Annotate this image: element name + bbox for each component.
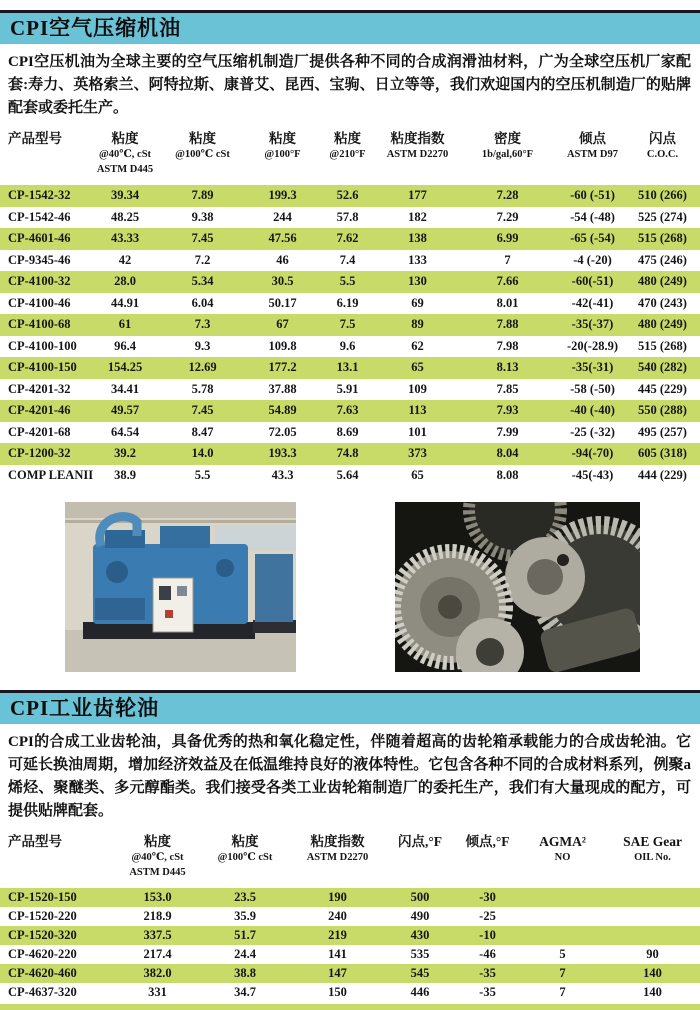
section1-title: CPI空气压缩机油 <box>10 16 182 40</box>
column-title: 粘度 <box>334 131 361 146</box>
cell-density: 7.29 <box>496 209 519 224</box>
table-row <box>0 228 700 250</box>
cell-viscosity-210f: 9.6 <box>339 338 356 353</box>
cell-viscosity-100c: 6.04 <box>191 295 214 310</box>
cell-flash-point: 525 (274) <box>638 209 687 224</box>
cell-pour-point: -20(-28.9) <box>566 338 619 353</box>
column-title: 倾点 <box>579 131 606 146</box>
table-row <box>0 422 700 444</box>
cell-pour-point: -46 <box>479 947 496 961</box>
cell-pour-point: -60(-51) <box>571 274 614 289</box>
column-subtitle: @40℃, cSt <box>98 149 152 160</box>
cell-flash-point: 510 (266) <box>638 188 687 203</box>
column-subtitle: @100°F <box>264 149 301 160</box>
compressor-oil-table-body <box>0 185 700 486</box>
cell-viscosity-100f: 199.3 <box>268 188 297 203</box>
table-row <box>0 271 700 293</box>
cell-pour-point: -35 <box>479 985 496 999</box>
cell-flash-point: 495 (257) <box>638 424 687 439</box>
cell-pour-point: -10 <box>479 928 496 942</box>
cell-viscosity-100c: 5.78 <box>191 381 214 396</box>
cell-viscosity-index: 182 <box>408 209 427 224</box>
column-header <box>320 130 375 162</box>
cell-pour-point: -42(-41) <box>571 295 614 310</box>
column-subtitle: @40℃, cSt <box>131 852 184 863</box>
cell-agma-no: 7 <box>559 966 566 980</box>
column-standard: ASTM D445 <box>96 164 154 175</box>
cell-viscosity-40c: 39.34 <box>110 188 140 203</box>
cell-product-model: CP-4100-68 <box>8 317 71 332</box>
cell-flash-point: 535 <box>410 947 430 961</box>
table-row <box>0 336 700 358</box>
cell-viscosity-100f: 47.56 <box>268 231 297 246</box>
cell-viscosity-100f: 43.3 <box>271 467 294 482</box>
column-subtitle: @210°F <box>329 149 366 160</box>
cell-flash-point: 430 <box>410 928 430 942</box>
cell-agma-no: 5 <box>559 947 566 961</box>
compressor-photo <box>65 502 296 672</box>
cell-pour-point: -65 (-54) <box>570 231 615 246</box>
table-row <box>0 888 700 907</box>
cell-viscosity-100c: 34.7 <box>234 985 256 999</box>
gear-oil-table-body <box>0 888 700 1002</box>
cell-pour-point: -30 <box>479 890 496 904</box>
cell-pour-point: -40 (-40) <box>570 403 615 418</box>
cell-density: 8.08 <box>496 467 519 482</box>
cell-viscosity-100f: 177.2 <box>268 360 297 375</box>
cell-viscosity-index: 147 <box>328 966 347 980</box>
cell-viscosity-100c: 38.8 <box>234 966 256 980</box>
cell-product-model: CP-4201-32 <box>8 381 71 396</box>
cell-viscosity-210f: 7.4 <box>339 252 356 267</box>
cell-viscosity-100c: 5.34 <box>191 274 214 289</box>
table-row <box>0 185 700 207</box>
column-subtitle: @100℃ cSt <box>175 149 230 160</box>
column-title: SAE Gear <box>623 834 682 849</box>
cell-viscosity-40c: 28.0 <box>114 274 136 289</box>
cell-viscosity-100c: 5.5 <box>194 467 211 482</box>
cell-density: 7.93 <box>496 403 519 418</box>
section1-title-bar <box>0 10 700 44</box>
cell-viscosity-index: 109 <box>408 381 427 396</box>
column-title: AGMA² <box>539 834 586 849</box>
cell-viscosity-40c: 39.2 <box>114 446 136 461</box>
cell-viscosity-40c: 42 <box>118 252 132 267</box>
cell-flash-point: 605 (318) <box>638 446 687 461</box>
cell-viscosity-100f: 50.17 <box>268 295 297 310</box>
column-title: 倾点,°F <box>465 834 510 849</box>
cell-sae-gear-oil-no: 140 <box>643 966 662 980</box>
column-header <box>160 130 245 162</box>
cell-viscosity-index: 130 <box>408 274 427 289</box>
column-title: 粘度 <box>231 834 259 849</box>
column-subtitle: C.O.C. <box>646 149 679 160</box>
column-subtitle: ASTM D2270 <box>386 149 449 160</box>
cell-flash-point: 550 (288) <box>638 403 687 418</box>
cell-pour-point: -4 (-20) <box>573 252 612 267</box>
column-title: 闪点,°F <box>397 834 443 849</box>
cell-viscosity-index: 219 <box>328 928 347 942</box>
column-header <box>245 130 320 162</box>
cell-density: 7.28 <box>496 188 519 203</box>
cell-sae-gear-oil-no: 90 <box>646 947 659 961</box>
cell-viscosity-100f: 72.05 <box>268 424 297 439</box>
photos-row <box>0 502 700 672</box>
cell-product-model: CP-4100-46 <box>8 295 71 310</box>
column-header <box>0 130 90 147</box>
cell-viscosity-index: 190 <box>328 890 347 904</box>
cell-agma-no: 7 <box>559 985 566 999</box>
cell-viscosity-40c: 43.33 <box>110 231 140 246</box>
cell-viscosity-40c: 154.25 <box>107 360 143 375</box>
cell-flash-point: 515 (268) <box>638 231 687 246</box>
cell-product-model: CP-4620-460 <box>8 966 77 980</box>
cell-density: 7.85 <box>496 381 519 396</box>
cell-viscosity-210f: 13.1 <box>336 360 359 375</box>
column-header <box>90 130 160 177</box>
cell-viscosity-100c: 51.7 <box>234 928 256 942</box>
gear-oil-table <box>0 828 700 1002</box>
cell-product-model: CP-4601-46 <box>8 231 71 246</box>
cell-product-model: COMP LEANII <box>8 467 94 482</box>
table-row <box>0 443 700 465</box>
cell-viscosity-index: 141 <box>328 947 347 961</box>
table-row <box>0 250 700 272</box>
compressor-oil-table-header <box>0 125 700 185</box>
column-title: 密度 <box>494 131 521 146</box>
column-header <box>460 130 555 162</box>
next-row-sliver <box>0 1004 700 1010</box>
cell-viscosity-100c: 7.45 <box>191 403 214 418</box>
cell-flash-point: 445 (229) <box>638 381 687 396</box>
table-row <box>0 207 700 229</box>
gear-oil-table-header <box>0 828 700 888</box>
cell-viscosity-40c: 64.54 <box>110 424 140 439</box>
cell-viscosity-100c: 7.3 <box>194 317 211 332</box>
cell-viscosity-index: 89 <box>411 317 424 332</box>
column-subtitle: OIL No. <box>634 852 671 863</box>
cell-viscosity-100f: 193.3 <box>268 446 297 461</box>
cell-viscosity-index: 62 <box>411 338 424 353</box>
cell-pour-point: -94(-70) <box>571 446 614 461</box>
cell-viscosity-100c: 9.38 <box>191 209 214 224</box>
column-header <box>555 130 630 162</box>
column-subtitle: 1b/gal,60°F <box>481 149 534 160</box>
cell-viscosity-100f: 109.8 <box>268 338 297 353</box>
cell-viscosity-100f: 46 <box>276 252 289 267</box>
column-title: 粘度 <box>111 131 139 146</box>
cell-viscosity-index: 150 <box>328 985 347 999</box>
cell-flash-point: 500 <box>410 890 430 904</box>
cell-density: 7.98 <box>496 338 519 353</box>
cell-viscosity-210f: 5.5 <box>339 274 356 289</box>
cell-pour-point: -45(-43) <box>571 467 614 482</box>
cell-flash-point: 480 (249) <box>638 274 687 289</box>
cell-viscosity-index: 65 <box>411 467 424 482</box>
column-title: 粘度指数 <box>390 131 445 146</box>
cell-pour-point: -35 <box>479 966 496 980</box>
table-row <box>0 465 700 487</box>
cell-viscosity-index: 69 <box>411 295 424 310</box>
table-row <box>0 926 700 945</box>
cell-viscosity-100c: 7.89 <box>191 188 214 203</box>
cell-viscosity-100c: 35.9 <box>234 909 256 923</box>
column-subtitle: ASTM D2270 <box>306 852 369 863</box>
cell-pour-point: -58 (-50) <box>570 381 615 396</box>
column-subtitle: NO <box>554 852 571 863</box>
column-header <box>455 833 520 850</box>
cell-viscosity-210f: 7.62 <box>336 231 359 246</box>
cell-flash-point: 444 (229) <box>638 467 687 482</box>
cell-viscosity-100c: 23.5 <box>234 890 256 904</box>
cell-flash-point: 540 (282) <box>638 360 687 375</box>
column-title: 粘度 <box>189 131 216 146</box>
table-row <box>0 400 700 422</box>
cell-viscosity-100f: 54.89 <box>268 403 297 418</box>
section2-title-bar <box>0 690 700 724</box>
column-title: 闪点 <box>649 131 676 146</box>
cell-density: 6.99 <box>496 231 519 246</box>
cell-density: 7.66 <box>496 274 519 289</box>
cell-product-model: CP-9345-46 <box>8 252 71 267</box>
column-header <box>385 833 455 850</box>
cell-pour-point: -60 (-51) <box>570 188 615 203</box>
column-title: 产品型号 <box>8 834 62 849</box>
cell-product-model: CP-4620-220 <box>8 947 77 961</box>
cell-flash-point: 515 (268) <box>638 338 687 353</box>
cell-viscosity-210f: 8.69 <box>336 424 359 439</box>
cell-density: 8.13 <box>496 360 519 375</box>
cell-viscosity-40c: 382.0 <box>143 966 172 980</box>
cell-viscosity-40c: 331 <box>148 985 167 999</box>
cell-viscosity-index: 240 <box>328 909 347 923</box>
cell-product-model: CP-4100-150 <box>8 360 77 375</box>
cell-pour-point: -25 (-32) <box>570 424 615 439</box>
cell-viscosity-210f: 74.8 <box>336 446 359 461</box>
cell-viscosity-100c: 8.47 <box>191 424 214 439</box>
cell-viscosity-100f: 37.88 <box>268 381 297 396</box>
cell-product-model: CP-4637-320 <box>8 985 77 999</box>
column-subtitle: @100℃ cSt <box>217 852 273 863</box>
cell-flash-point: 545 <box>410 966 430 980</box>
cell-viscosity-210f: 5.64 <box>336 467 359 482</box>
cell-product-model: CP-4100-100 <box>8 338 77 353</box>
cell-density: 7 <box>504 252 511 267</box>
table-row <box>0 945 700 964</box>
cell-flash-point: 446 <box>410 985 430 999</box>
catalog-page <box>0 10 700 1010</box>
section2-intro: CPI的合成工业齿轮油，具备优秀的热和氧化稳定性，伴随着超高的齿轮箱承载能力的合成齿轮油。它可延长换油周期，增加经济效益及在低温维持良好的液体特性。它包含各种不同的合成材料系列，例聚a烯烃、聚醚类、多元醇酯类。我们接受各类工业齿轮箱制造厂的委托生产，我们有大量现成的配方，可提供贴牌配套。 <box>8 734 691 819</box>
column-title: 粘度 <box>269 131 296 146</box>
cell-viscosity-40c: 38.9 <box>114 467 136 482</box>
section2-title: CPI工业齿轮油 <box>10 696 160 720</box>
cell-viscosity-40c: 48.25 <box>110 209 140 224</box>
cell-viscosity-40c: 153.0 <box>143 890 172 904</box>
column-title: 粘度 <box>144 834 171 849</box>
cell-viscosity-100f: 67 <box>276 317 289 332</box>
table-row <box>0 293 700 315</box>
cell-density: 8.04 <box>496 446 519 461</box>
cell-viscosity-40c: 34.41 <box>110 381 140 396</box>
cell-viscosity-index: 133 <box>408 252 427 267</box>
cell-sae-gear-oil-no: 140 <box>643 985 662 999</box>
table-row <box>0 379 700 401</box>
cell-flash-point: 490 <box>410 909 430 923</box>
column-header <box>0 833 115 850</box>
gears-photo <box>395 502 640 672</box>
column-header <box>630 130 695 162</box>
cell-viscosity-index: 113 <box>408 403 427 418</box>
column-header <box>605 833 700 865</box>
column-title: 粘度指数 <box>310 834 365 849</box>
cell-viscosity-100c: 9.3 <box>194 338 211 353</box>
cell-product-model: CP-1200-32 <box>8 446 71 461</box>
cell-density: 7.99 <box>496 424 519 439</box>
column-header <box>115 833 200 880</box>
cell-viscosity-210f: 5.91 <box>336 381 359 396</box>
cell-viscosity-40c: 44.91 <box>110 295 140 310</box>
cell-viscosity-40c: 337.5 <box>143 928 172 942</box>
column-header <box>520 833 605 865</box>
column-header <box>200 833 290 865</box>
cell-viscosity-100c: 7.2 <box>194 252 211 267</box>
cell-viscosity-210f: 52.6 <box>336 188 359 203</box>
cell-product-model: CP-1520-150 <box>8 890 77 904</box>
cell-viscosity-40c: 218.9 <box>143 909 172 923</box>
column-title: 产品型号 <box>8 131 62 146</box>
cell-viscosity-40c: 49.57 <box>110 403 140 418</box>
cell-viscosity-210f: 7.5 <box>339 317 356 332</box>
cell-product-model: CP-1520-320 <box>8 928 77 942</box>
cell-viscosity-100c: 7.45 <box>191 231 214 246</box>
cell-viscosity-210f: 7.63 <box>336 403 359 418</box>
cell-product-model: CP-4201-68 <box>8 424 71 439</box>
cell-product-model: CP-4201-46 <box>8 403 71 418</box>
cell-density: 8.01 <box>496 295 519 310</box>
cell-product-model: CP-1542-46 <box>8 209 71 224</box>
cell-flash-point: 470 (243) <box>638 295 687 310</box>
column-header <box>375 130 460 162</box>
cell-product-model: CP-1542-32 <box>8 188 71 203</box>
cell-flash-point: 475 (246) <box>638 252 687 267</box>
column-standard: ASTM D445 <box>129 867 186 878</box>
cell-viscosity-index: 65 <box>411 360 424 375</box>
cell-viscosity-210f: 57.8 <box>336 209 359 224</box>
cell-product-model: CP-4100-32 <box>8 274 71 289</box>
table-row <box>0 357 700 379</box>
cell-viscosity-100f: 30.5 <box>271 274 294 289</box>
cell-viscosity-100c: 14.0 <box>191 446 214 461</box>
compressor-oil-table <box>0 125 700 486</box>
cell-pour-point: -25 <box>479 909 496 923</box>
cell-flash-point: 480 (249) <box>638 317 687 332</box>
cell-viscosity-210f: 6.19 <box>336 295 359 310</box>
cell-pour-point: -35(-37) <box>571 317 614 332</box>
cell-viscosity-100c: 24.4 <box>234 947 256 961</box>
cell-viscosity-index: 373 <box>408 446 427 461</box>
cell-viscosity-index: 101 <box>408 424 427 439</box>
cell-viscosity-100f: 244 <box>273 209 292 224</box>
table-row <box>0 907 700 926</box>
table-row <box>0 964 700 983</box>
cell-viscosity-40c: 217.4 <box>143 947 172 961</box>
cell-viscosity-index: 138 <box>408 231 427 246</box>
table-row <box>0 314 700 336</box>
cell-pour-point: -54 (-48) <box>570 209 615 224</box>
column-subtitle: ASTM D97 <box>566 149 619 160</box>
cell-viscosity-40c: 61 <box>118 317 132 332</box>
table-row <box>0 983 700 1002</box>
cell-density: 7.88 <box>496 317 519 332</box>
section1-intro: CPI空压机油为全球主要的空气压缩机制造厂提供各种不同的合成润滑油材料，广为全球空压机厂家配套:寿力、英格索兰、阿特拉斯、康普艾、昆西、宝驹、日立等等，我们欢迎国内的空压机制造厂的贴牌配套或委托生产。 <box>8 54 691 116</box>
cell-pour-point: -35(-31) <box>571 360 614 375</box>
cell-viscosity-index: 177 <box>408 188 427 203</box>
cell-product-model: CP-1520-220 <box>8 909 77 923</box>
cell-viscosity-40c: 96.4 <box>114 338 136 353</box>
cell-viscosity-100c: 12.69 <box>188 360 217 375</box>
column-header <box>290 833 385 865</box>
